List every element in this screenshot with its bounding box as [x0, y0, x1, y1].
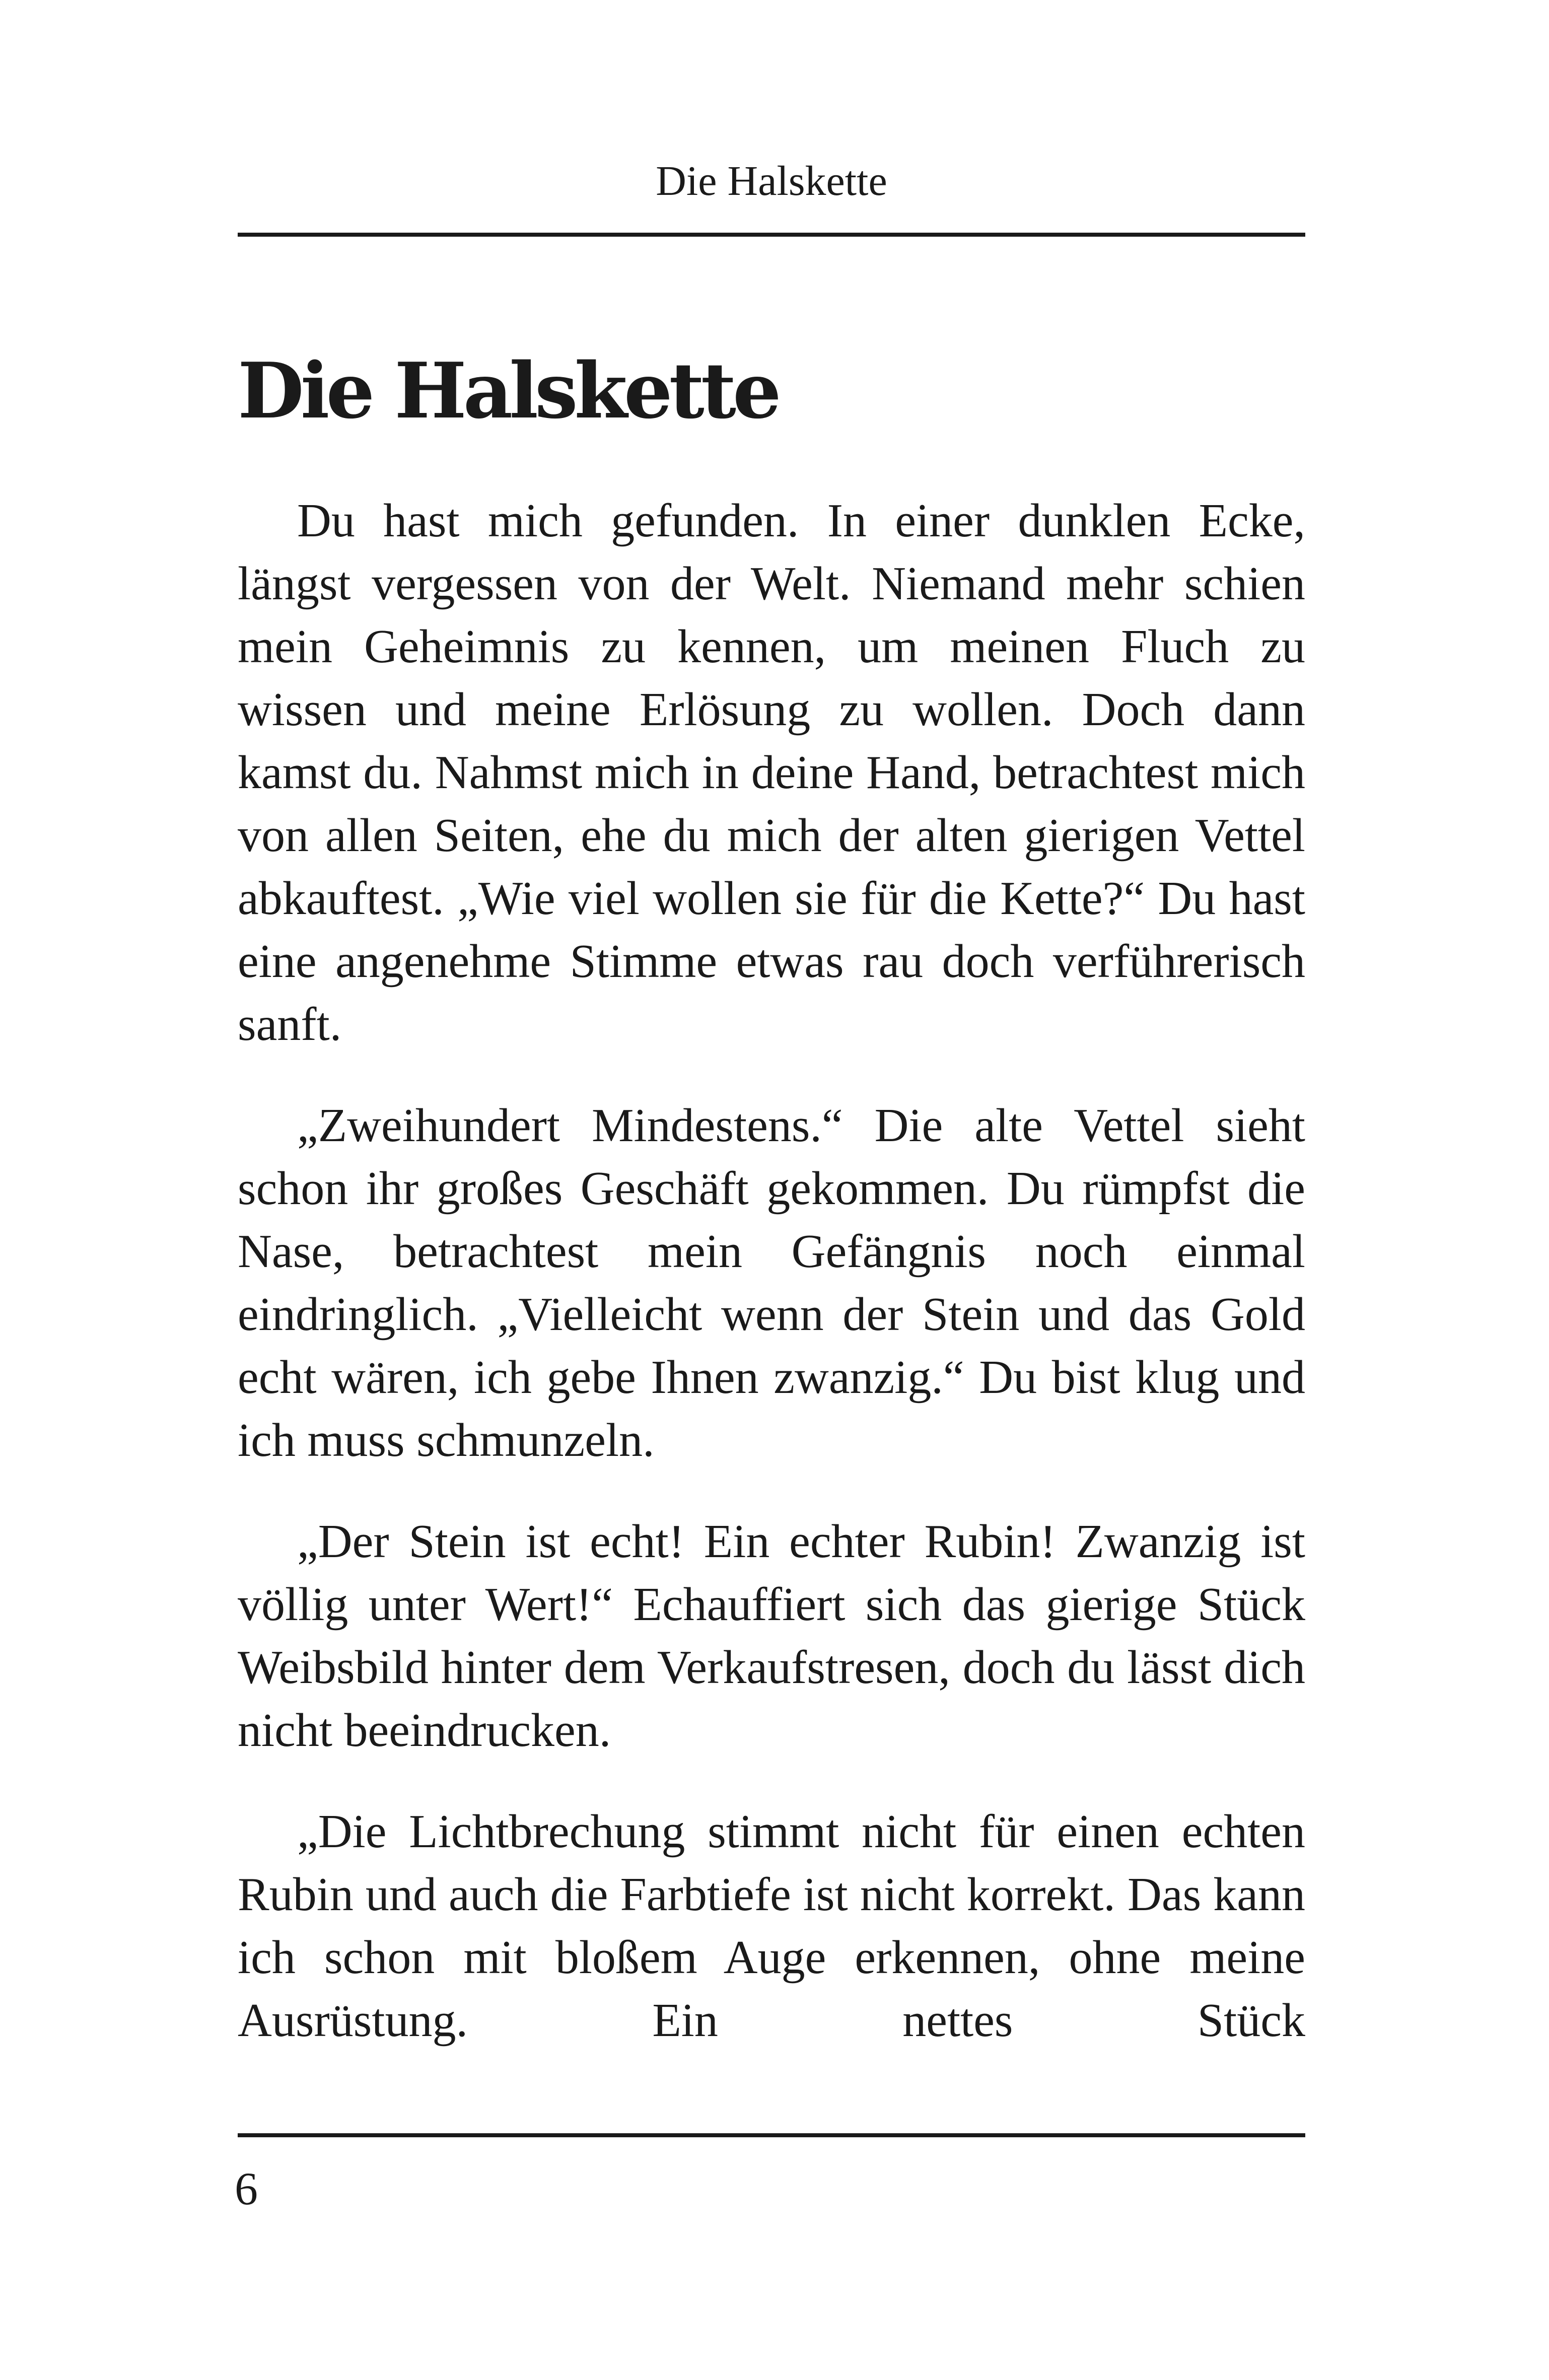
header-rule [238, 233, 1305, 237]
paragraph: „Zweihundert Mindestens.“ Die alte Vettel sieht schon ihr großes Geschäft gekommen. Du rümpfst die Nase, betrachtest mein Gefängnis noch einmal eindringlich. „Vielleicht wenn der Stein und das Gold echt wären, ich gebe Ihnen zwanzig.“ Du bist klug und ich muss schmunzeln. [238, 1099, 1305, 1466]
page-number: 6 [235, 2163, 258, 2214]
paragraph: Du hast mich gefunden. In einer dunklen Ecke, längst vergessen von der Welt. Niemand mehr schien mein Geheimnis zu kennen, um meinen Fluch zu wissen und meine Erlösung zu wollen. Doch dann kamst du. Nahmst mich in deine Hand, betrachtest mich von allen Seiten, ehe du mich der alten gierigen Vettel abkauftest. „Wie viel wollen sie für die Kette?“ Du hast eine angenehme Stimme etwas rau doch verführerisch sanft. [238, 495, 1305, 1051]
body-text [238, 489, 1305, 2090]
chapter-title: Die Halskette [238, 345, 778, 436]
paragraph: „Die Lichtbrechung stimmt nicht für einen echten Rubin und auch die Farbtiefe ist nicht korrekt. Das kann ich schon mit bloßem Auge erkennen, ohne meine Ausrüstung. Ein nettes Stück [238, 1805, 1305, 2047]
running-header: Die Halskette [656, 158, 887, 204]
footer-rule [238, 2133, 1305, 2137]
paragraph: „Der Stein ist echt! Ein echter Rubin! Zwanzig ist völlig unter Wert!“ Echauffiert sich das gierige Stück Weibsbild hinter dem Verkaufstresen, doch du lässt dich nicht beeindrucken. [238, 1515, 1305, 1757]
